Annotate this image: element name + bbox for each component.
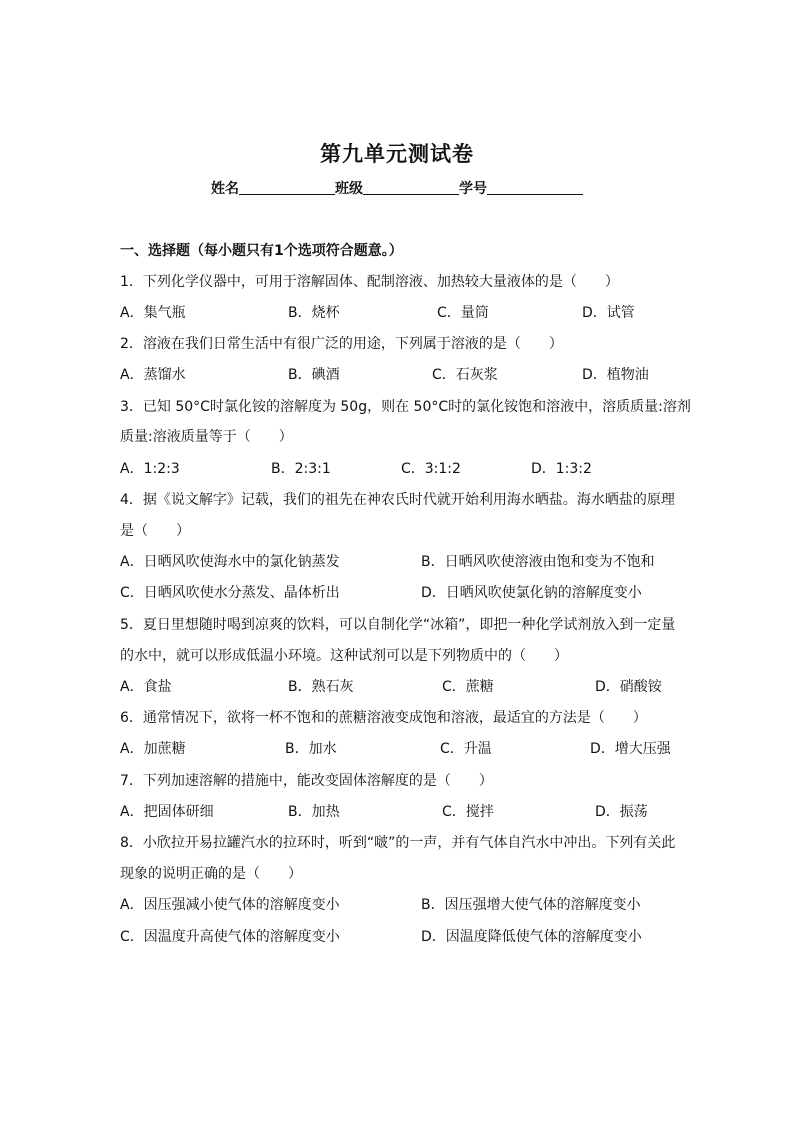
question-3-stem-line-2: 质量:溶液质量等于（ ） — [120, 429, 293, 445]
section-heading: 一、选择题（每小题只有1个选项符合题意。） — [120, 243, 403, 259]
question-5-option-c: C．蔗糖 — [442, 679, 494, 695]
question-8-stem-line-1: 8．小欣拉开易拉罐汽水的拉环时，听到“啵”的一声，并有气体自汽水中冲出。下列有关此 — [120, 835, 676, 851]
question-6-option-d: D．增大压强 — [590, 741, 671, 757]
question-5-stem-line-1: 5．夏日里想随时喝到凉爽的饮料，可以自制化学“冰箱”，即把一种化学试剂放入到一定量 — [120, 617, 676, 633]
question-8-option-b: B．因压强增大使气体的溶解度变小 — [421, 897, 641, 913]
question-4-stem-line-1: 4．据《说文解字》记载，我们的祖先在神农氏时代就开始利用海水晒盐。海水晒盐的原理 — [120, 492, 675, 508]
question-1-option-d: D．试管 — [582, 305, 635, 321]
question-6-option-b: B．加水 — [285, 741, 337, 757]
question-2-option-c: C．石灰浆 — [432, 367, 498, 383]
page-title: 第九单元测试卷 — [320, 141, 474, 166]
name-label: 姓名 — [211, 181, 239, 197]
question-6-option-a: A．加蔗糖 — [120, 741, 186, 757]
number-label: 学号 — [459, 181, 487, 197]
number-blank[interactable] — [487, 180, 583, 195]
question-4-option-a: A．日晒风吹使海水中的氯化钠蒸发 — [120, 554, 340, 570]
question-5-option-b: B．熟石灰 — [288, 679, 354, 695]
question-3-option-c: C．3:1:2 — [401, 461, 461, 477]
question-2-stem: 2．溶液在我们日常生活中有很广泛的用途，下列属于溶液的是（ ） — [120, 336, 563, 352]
question-8-option-a: A．因压强减小使气体的溶解度变小 — [120, 897, 340, 913]
question-5-option-a: A．食盐 — [120, 679, 172, 695]
question-2-option-d: D．植物油 — [582, 367, 649, 383]
question-7-option-d: D．振荡 — [595, 804, 648, 820]
question-4-stem-line-2: 是（ ） — [120, 523, 190, 539]
question-8-stem-line-2: 现象的说明正确的是（ ） — [120, 866, 302, 882]
question-4-option-d: D．日晒风吹使氯化钠的溶解度变小 — [421, 585, 642, 601]
question-7-option-c: C．搅拌 — [442, 804, 494, 820]
question-8-option-c: C．因温度升高使气体的溶解度变小 — [120, 929, 340, 945]
question-1-option-a: A．集气瓶 — [120, 305, 186, 321]
question-6-option-c: C．升温 — [440, 741, 492, 757]
question-5-stem-line-2: 的水中，就可以形成低温小环境。这种试剂可以是下列物质中的（ ） — [120, 648, 568, 664]
question-4-option-b: B．日晒风吹使溶液由饱和变为不饱和 — [421, 554, 655, 570]
question-1-option-c: C．量筒 — [437, 305, 489, 321]
question-3-option-d: D．1:3:2 — [531, 461, 592, 477]
question-7-stem: 7．下列加速溶解的措施中，能改变固体溶解度的是（ ） — [120, 773, 493, 789]
name-blank[interactable] — [239, 180, 335, 195]
question-6-stem: 6．通常情况下，欲将一杯不饱和的蔗糖溶液变成饱和溶液，最适宜的方法是（ ） — [120, 710, 647, 726]
question-3-option-b: B．2:3:1 — [271, 461, 331, 477]
question-2-option-a: A．蒸馏水 — [120, 367, 186, 383]
question-7-option-b: B．加热 — [288, 804, 340, 820]
question-1-stem: 1．下列化学仪器中，可用于溶解固体、配制溶液、加热较大量液体的是（ ） — [120, 274, 619, 290]
question-3-option-a: A．1:2:3 — [120, 461, 180, 477]
question-2-option-b: B．碘酒 — [288, 367, 340, 383]
question-5-option-d: D．硝酸铵 — [595, 679, 662, 695]
question-4-option-c: C．日晒风吹使水分蒸发、晶体析出 — [120, 585, 340, 601]
student-info-row — [0, 178, 794, 198]
question-8-option-d: D．因温度降低使气体的溶解度变小 — [421, 929, 642, 945]
question-3-stem-line-1: 3．已知 50°C时氯化铵的溶解度为 50g，则在 50°C时的氯化铵饱和溶液中，溶质质量:溶剂 — [120, 399, 691, 415]
class-blank[interactable] — [363, 180, 459, 195]
class-label: 班级 — [335, 181, 363, 197]
question-1-option-b: B．烧杯 — [288, 305, 340, 321]
question-7-option-a: A．把固体研细 — [120, 804, 214, 820]
